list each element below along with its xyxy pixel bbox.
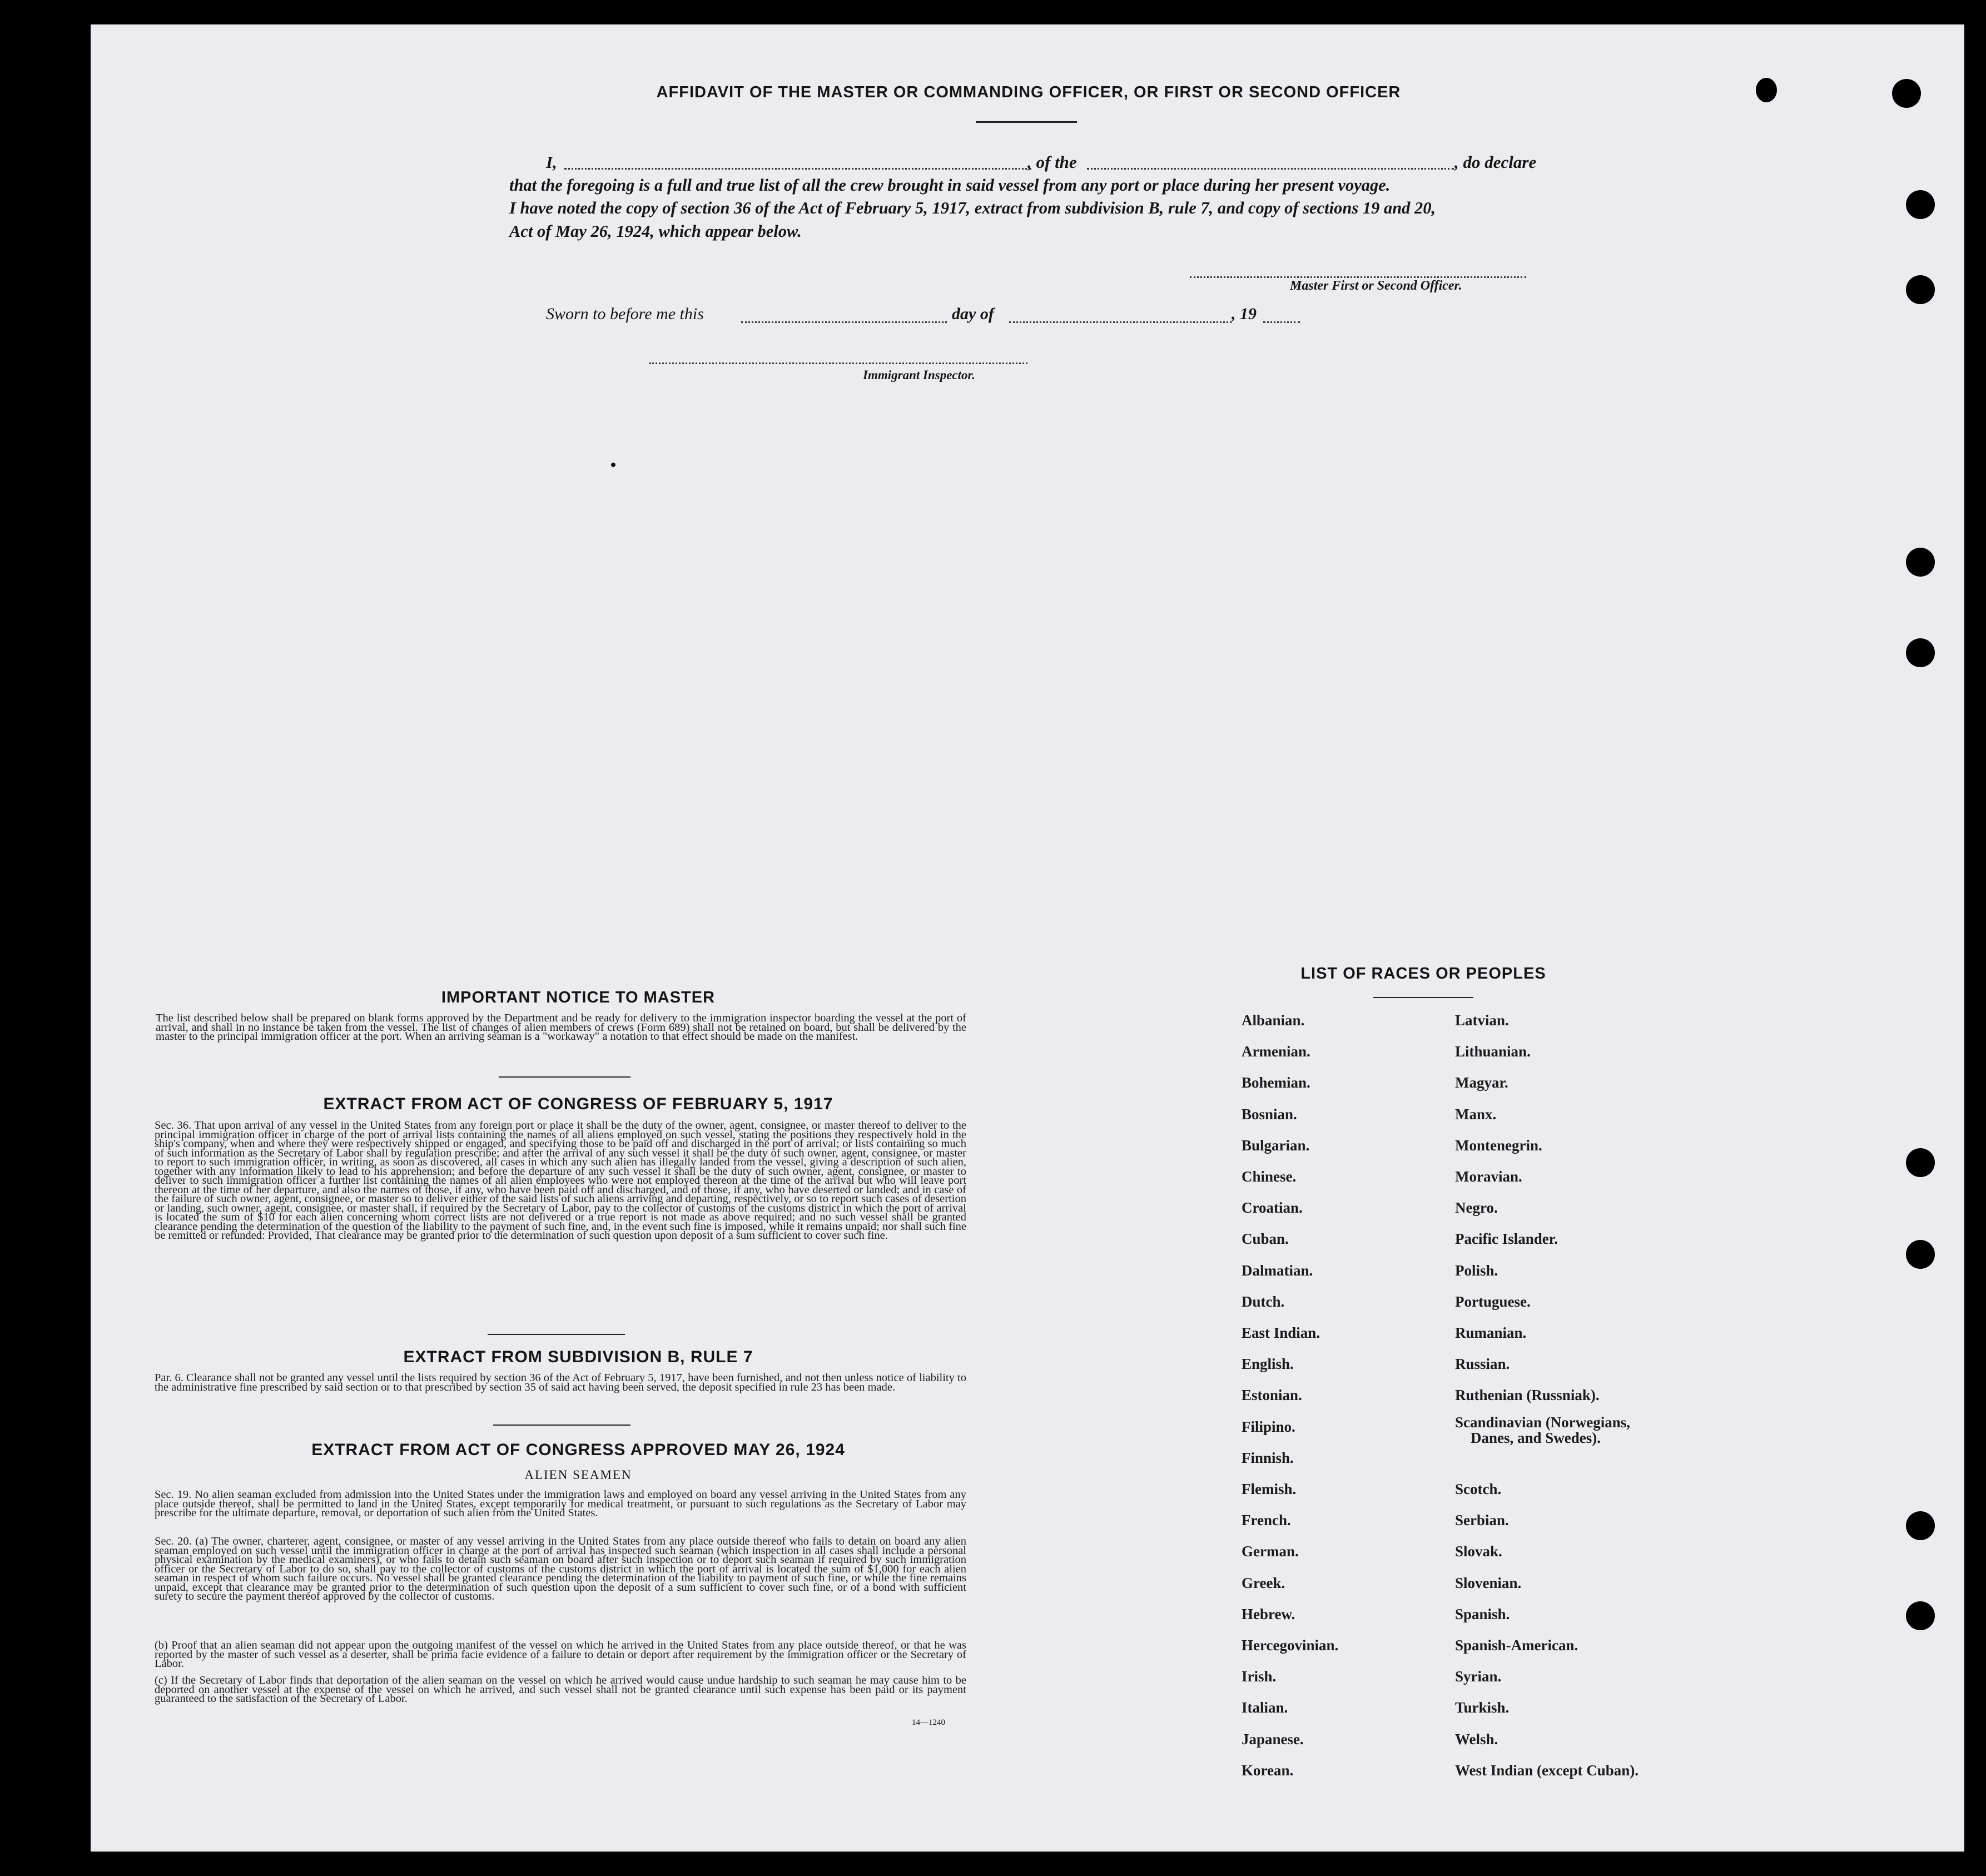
punch-hole — [1906, 275, 1935, 304]
race-item: Albanian. — [1242, 1012, 1305, 1029]
race-item: Spanish. — [1455, 1605, 1510, 1622]
race-item: Filipino. — [1242, 1418, 1295, 1435]
sec-20b-text: (b) Proof that an alien seaman did not appear upon the outgoing manifest of the vessel on which he arrived in the United States from any place outside thereof, or that he was reported by the master of such vessel as a deserter, shall be prima facie evidence of a failure to detain or deport after requirement by the immigration officer or the Secretary of Labor. — [155, 1639, 966, 1670]
race-item: Korean. — [1242, 1761, 1294, 1779]
race-item: Magyar. — [1455, 1074, 1508, 1091]
day-of-label: day of — [952, 305, 994, 323]
punch-hole — [1756, 78, 1777, 102]
race-item: East Indian. — [1242, 1324, 1320, 1341]
punch-hole — [1906, 1148, 1935, 1177]
race-item: Bosnian. — [1242, 1105, 1297, 1123]
inspector-signature-field[interactable] — [649, 363, 1027, 364]
race-item: Portuguese. — [1455, 1293, 1531, 1310]
race-item: Pacific Islander. — [1455, 1230, 1558, 1248]
race-item: Dalmatian. — [1242, 1262, 1313, 1279]
subdivision-text: Par. 6. Clearance shall not be granted any vessel until the lists required by section 36 of the Act of February 5, 1917, have been furnished, and not then unless notice of liability to the administrative fine prescribed by said section or to that prescribed by section 35 of said act having been served, the deposit specified in rule 23 has been made. — [155, 1372, 966, 1393]
declaration-line-2: that the foregoing is a full and true list of all the crew brought in said vessel from any port or place during her present voyage. — [509, 176, 1391, 195]
punch-hole — [1906, 1511, 1935, 1540]
race-item: West Indian (except Cuban). — [1455, 1761, 1639, 1779]
race-item: Danes, and Swedes). — [1471, 1430, 1601, 1447]
officer-signature-label: Master First or Second Officer. — [1290, 279, 1462, 293]
race-item: Latvian. — [1455, 1012, 1509, 1029]
sworn-year-field[interactable] — [1263, 321, 1300, 323]
punch-hole — [1906, 548, 1935, 577]
year-label: , 19 — [1232, 305, 1257, 323]
race-item: Slovak. — [1455, 1543, 1502, 1560]
declarant-prefix: I, — [546, 152, 557, 172]
race-item: Scotch. — [1455, 1481, 1502, 1497]
race-item: German. — [1242, 1543, 1299, 1560]
punch-hole — [1906, 1240, 1935, 1269]
form-number: 14—1240 — [912, 1718, 945, 1727]
race-item: Hebrew. — [1242, 1605, 1295, 1622]
affidavit-title: AFFIDAVIT OF THE MASTER OR COMMANDING OFFICER, OR FIRST OR SECOND OFFICER — [656, 83, 1401, 101]
race-item: Greek. — [1242, 1574, 1285, 1591]
race-item: Montenegrin. — [1455, 1136, 1542, 1154]
race-item: Bulgarian. — [1242, 1136, 1310, 1154]
race-item: Moravian. — [1455, 1168, 1522, 1185]
race-item: Negro. — [1455, 1199, 1498, 1217]
notice-title: IMPORTANT NOTICE TO MASTER — [441, 989, 716, 1006]
punch-hole — [1892, 79, 1921, 108]
race-item: Chinese. — [1242, 1168, 1297, 1185]
alien-seamen-subtitle: ALIEN SEAMEN — [524, 1468, 632, 1482]
race-item: Irish. — [1242, 1668, 1277, 1685]
extract-1917-title: EXTRACT FROM ACT OF CONGRESS OF FEBRUARY 5, 1917 — [323, 1095, 833, 1113]
race-item: Manx. — [1455, 1105, 1497, 1123]
race-item: Turkish. — [1455, 1699, 1510, 1716]
declaration-line-3: I have noted the copy of section 36 of the Act of February 5, 1917, extract from subdivision B, rule 7, and copy of sections 19 and 20, — [509, 198, 1436, 217]
race-item: Armenian. — [1242, 1043, 1310, 1060]
punch-hole — [1906, 638, 1935, 667]
race-item: Slovenian. — [1455, 1574, 1522, 1591]
declaration-line-4: Act of May 26, 1924, which appear below. — [509, 222, 802, 241]
race-item: Ruthenian (Russniak). — [1455, 1387, 1600, 1404]
section-divider — [499, 1076, 630, 1078]
sec-20c-text: (c) If the Secretary of Labor finds that deportation of the alien seaman on the vessel on which he arrived would cause undue hardship to such seaman he may cause him to be deported on another vessel at the expense of the vessel on which he arrived, and such vessel shall not be granted clearance until such expense has been paid or its payment guaranteed to the satisfaction of the Secretary of Labor. — [155, 1674, 966, 1705]
races-divider — [1373, 997, 1473, 998]
race-item: Italian. — [1242, 1699, 1288, 1716]
race-item: Polish. — [1455, 1262, 1498, 1279]
race-item: Croatian. — [1242, 1199, 1303, 1217]
race-item: Dutch. — [1242, 1293, 1285, 1310]
race-item: Bohemian. — [1242, 1074, 1310, 1091]
sec-19-text: Sec. 19. No alien seaman excluded from admission into the United States under the immigration laws and employed on board any vessel arriving in the United States from any place outside thereof, shall be permitted to land in the United States, except temporarily for medical treatment, or pursuant to such regulations as the Secretary of Labor may prescribe for the ultimate departure, removal, or deportation of such alien from the United States. — [155, 1488, 966, 1519]
of-the-label: , of the — [1027, 152, 1077, 172]
inspector-label: Immigrant Inspector. — [863, 368, 975, 382]
race-item: French. — [1242, 1512, 1291, 1529]
sworn-month-field[interactable] — [1009, 321, 1232, 323]
officer-signature-field[interactable] — [1190, 276, 1526, 278]
section-divider — [488, 1334, 625, 1335]
race-item: Japanese. — [1242, 1730, 1304, 1748]
do-declare-label: , do declare — [1454, 152, 1537, 172]
section-divider — [493, 1425, 630, 1426]
punch-hole — [1906, 190, 1935, 219]
races-title: LIST OF RACES OR PEOPLES — [1300, 965, 1546, 982]
extract-1924-title: EXTRACT FROM ACT OF CONGRESS APPROVED MAY 26, 1924 — [311, 1441, 845, 1459]
subdivision-title: EXTRACT FROM SUBDIVISION B, RULE 7 — [403, 1348, 753, 1366]
declarant-name-field[interactable] — [564, 168, 1031, 170]
race-item: Spanish-American. — [1455, 1637, 1578, 1654]
sworn-day-field[interactable] — [741, 321, 947, 323]
race-item: Finnish. — [1242, 1449, 1294, 1466]
race-item: Lithuanian. — [1455, 1043, 1531, 1060]
vessel-name-field[interactable] — [1087, 168, 1454, 170]
sworn-label: Sworn to before me this — [546, 305, 704, 323]
race-item: Syrian. — [1455, 1668, 1502, 1685]
race-item: Cuban. — [1242, 1230, 1289, 1248]
declaration-line-1 — [546, 152, 557, 172]
race-item: Russian. — [1455, 1356, 1510, 1373]
race-item: Scandinavian (Norwegians, — [1455, 1413, 1631, 1431]
punch-hole — [1906, 1601, 1935, 1630]
race-item: Welsh. — [1455, 1730, 1498, 1748]
ink-speck — [611, 463, 615, 467]
extract-1917-text: Sec. 36. That upon arrival of any vessel in the United States from any foreign port or place it shall be the duty of the owner, agent, consignee, or master thereof to deliver to the principal immigration officer in charge of the port of arrival lists containing the names of all aliens employed on such vessel, stating the positions they respectively hold in the ship's company, when and where they were respectively shipped or engaged, and specifying those to be paid off and discharged in the port of arrival; or lists containing so much of such information as the Secretary of Labor shall by regulation prescribe; and after the arrival of any such vessel it shall be the duty of such owner, agent, consignee, or master to report to such immigration officer, in writing, as soon as discovered, all cases in which any such alien has illegally landed from the vessel, giving a description of such alien, together with any information likely to lead to his apprehension; and before the departure of any such vessel it shall be the duty of such owner, agent, consignee, or master to deliver to such immigration officer a further list containing the names of all alien employees who were not employed thereon at the time of the arrival but who will leave port thereon at the time of her departure, and also the names of those, if any, who have been paid off and discharged, and of those, if any, who have deserted or landed; and in case of the failure of such owner, agent, consignee, or master so to deliver either of the said lists of such aliens arriving and departing, respectively, or so to report such cases of desertion or landing, such owner, agent, consignee, or master shall, if required by the Secretary of Labor, pay to the collector of customs of the customs district in which the port of arrival is located the sum of $10 for each alien concerning whom correct lists are not delivered or a true report is not made as above required; and no such vessel shall be granted clearance pending the determination of the question of the liability to the payment of such fine, and, in the event such fine is imposed, while it remains unpaid; nor shall such fine be remitted or refunded: Provided, That clearance may be granted prior to the determination of such question upon deposit of a sum sufficient to cover such fine. — [155, 1119, 966, 1242]
race-item: Estonian. — [1242, 1387, 1302, 1404]
title-divider — [976, 121, 1077, 123]
race-item: English. — [1242, 1356, 1294, 1373]
race-item: Flemish. — [1242, 1481, 1297, 1497]
sec-20a-text: Sec. 20. (a) The owner, charterer, agent, consignee, or master of any vessel arriving in the United States from any place outside thereof who fails to detain on board any alien seaman employed on such vessel until the immigration officer in charge at the port of arrival has inspected such seaman (which inspection in all cases shall include a personal physical examination by the medical examiners), or who fails to detain such seaman on board after such inspection or to deport such seaman if required by such immigration officer or the Secretary of Labor to do so, shall pay to the collector of customs of the customs district in which the port of arrival is located the sum of $1,000 for each alien seaman in respect of whom such failure occurs. No vessel shall be granted clearance pending the determination of the liability to payment of such fine, or while the fine remains unpaid, except that clearance may be granted prior to the determination of such question upon the deposit of a sum sufficient to cover such fine, or of a bond with sufficient surety to secure the payment thereof approved by the collector of customs. — [155, 1535, 966, 1602]
race-item: Hercegovinian. — [1242, 1637, 1339, 1654]
race-item: Rumanian. — [1455, 1324, 1527, 1341]
race-item: Serbian. — [1455, 1512, 1509, 1529]
notice-text: The list described below shall be prepared on blank forms approved by the Department and be ready for delivery to the immigration inspector boarding the vessel at the port of arrival, and shall in no instance be taken from the vessel. The list of changes of alien members of crews (Form 689) shall not be retained on board, but shall be delivered by the master to the principal immigration officer at the port. When an arriving seaman is a "workaway" a notation to that effect should be made on the manifest. — [156, 1012, 966, 1043]
